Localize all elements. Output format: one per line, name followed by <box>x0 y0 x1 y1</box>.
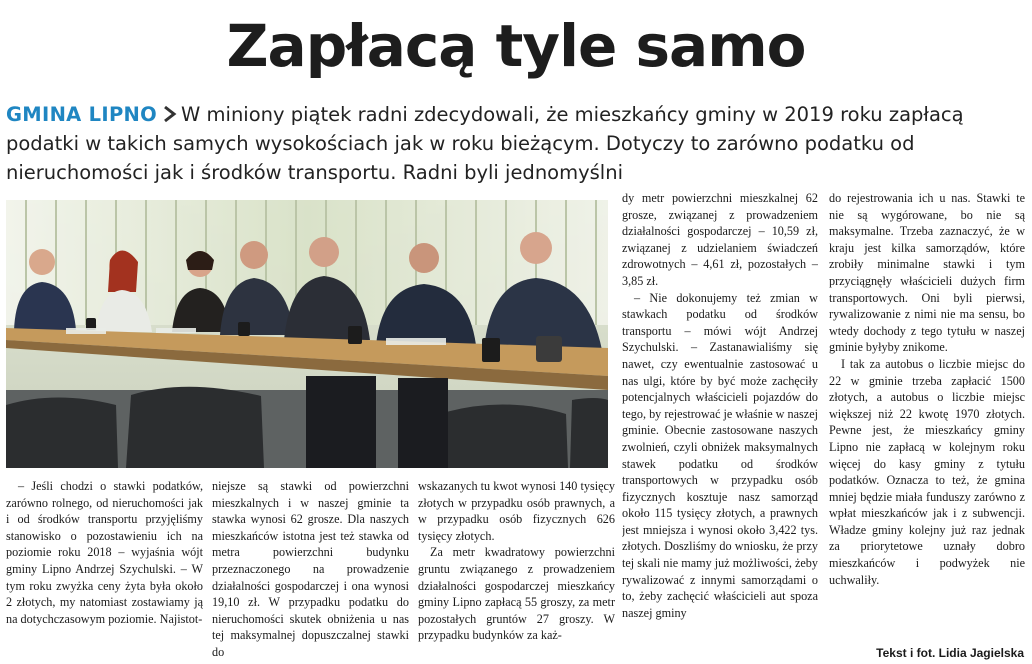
article-column-5 <box>829 190 1025 630</box>
paragraph: dy metr powierzchni mieszkalnej 62 grosze, związanej z prowadzeniem działalności gospodarczej – 10,59 zł, związanej z udzielaniem świadczeń zdrowotnych – 4,61 zł, pozostałych – 3,85 zł. <box>622 191 818 288</box>
paragraph: niejsze są stawki od powierzchni mieszkalnych i w naszej gminie ta stawka wynosi 62 grosze. Dla naszych mieszkańców istotna jest też stawka od metra powierzchni budynku przeznaczonego na prowadzenie działalności gospodarczej i ona wynosi 19,10 zł. W przypadku podatku do nieruchomości skutek obniżenia u nas tej maksymalnej dopuszczalnej stawki do <box>212 479 409 659</box>
article-column-2 <box>212 478 409 664</box>
photo-credit: Tekst i fot. Lidia Jagielska <box>876 646 1024 660</box>
chevron-right-icon <box>163 105 177 123</box>
paragraph: do rejestrowania ich u nas. Stawki te nie są wygórowane, bo nie są maksymalne. Trzeba zaznaczyć, że w kraju jest kilka samorządów, które zrobiły minimalne stawki i tym przyciągnęły właścicieli dużych firm transportowych. Oni byli pierwsi, rywalizowanie z nimi nie ma sensu, bo wtedy dochody z tego tytułu w naszej gminie byłyby znikome. <box>829 191 1025 355</box>
paragraph: wskazanych tu kwot wynosi 140 tysięcy złotych w przypadku osób prawnych, a w przypadku osób fizycznych 626 tysięcy złotych. <box>418 479 615 543</box>
article-column-3 <box>418 478 615 664</box>
lead-text: W miniony piątek radni zdecydowali, że mieszkańcy gminy w 2019 roku zapłacą podatki w takich samych wysokościach jak w roku bieżącym. Dotyczy to zarówno podatku od nieruchomości jak i środków transportu. Radni byli jednomyślni <box>6 103 964 184</box>
paragraph: I tak za autobus o liczbie miejsc do 22 w gminie trzeba zapłacić 1500 złotych, a autobus o liczbie miejsc większej niż 22 kwotę 1970 złotych. Pewne jest, że mieszkańcy gminy Lipno nie zapłacą w kolejnym roku więcej do kasy gminy z tytułu podatków. Oznacza to też, że gmina mniej będzie miała funduszy zarówno z wpłat mieszkańców jak i z subwencji. Władze gminy kolejny już raz jednak za priorytetowe uznały dobro mieszkańców i podwyżek nie uchwaliły. <box>829 356 1025 587</box>
lead-paragraph <box>6 100 1024 187</box>
paragraph: – Jeśli chodzi o stawki podatków, zarówno rolnego, od nieruchomości jak i od środków transportu przyjęliśmy stanowisko o pozostawieniu ich na poziomie roku 2018 – wyjaśnia wójt gminy Lipno Andrzej Szychulski. – W tym roku zwyżka ceny żyta była około 2 złotych, my natomiast zostawiamy ją na dotychczasowym poziomie. Najistot- <box>6 479 203 626</box>
headline: Zapłacą tyle samo <box>226 12 806 80</box>
meeting-photo <box>6 200 608 468</box>
article-column-1 <box>6 478 203 664</box>
paragraph: – Nie dokonujemy też zmian w stawkach podatku od środków transportu – mówi wójt Andrzej Szychulski. – Zastanawialiśmy się nawet, czy ewentualnie zastosować u nas ulgi, które by być może zachęciły potencjalnych właścicieli pojazdów do tego, by rejestrować je właśnie w naszej gminie. Obecnie zastosowane naszych zwolnień, czyli obniżek maksymalnych stawek podatku od środków transportowych w przypadku osób fizycznych kosztuje nasz samorząd około 115 tysięcy złotych, a prawnych jest mniejsza i wynosi około 3,422 tys. złotych. Doszliśmy do wniosku, że przy tej skali nie mamy już możliwości, żeby rywalizować z innymi samorządami o to, żeby zachęcić właścicieli aut spoza naszej gminy <box>622 290 818 620</box>
article-column-4 <box>622 190 818 664</box>
paragraph: Za metr kwadratowy powierzchni gruntu związanego z prowadzeniem działalności gospodarczej mieszkańcy gminy Lipno zapłacą 55 groszy, za metr pozostałych gruntów 27 groszy. W przypadku budynków za każ- <box>418 545 615 643</box>
photo-illustration <box>6 200 608 468</box>
section-kicker: GMINA LIPNO <box>6 103 158 126</box>
